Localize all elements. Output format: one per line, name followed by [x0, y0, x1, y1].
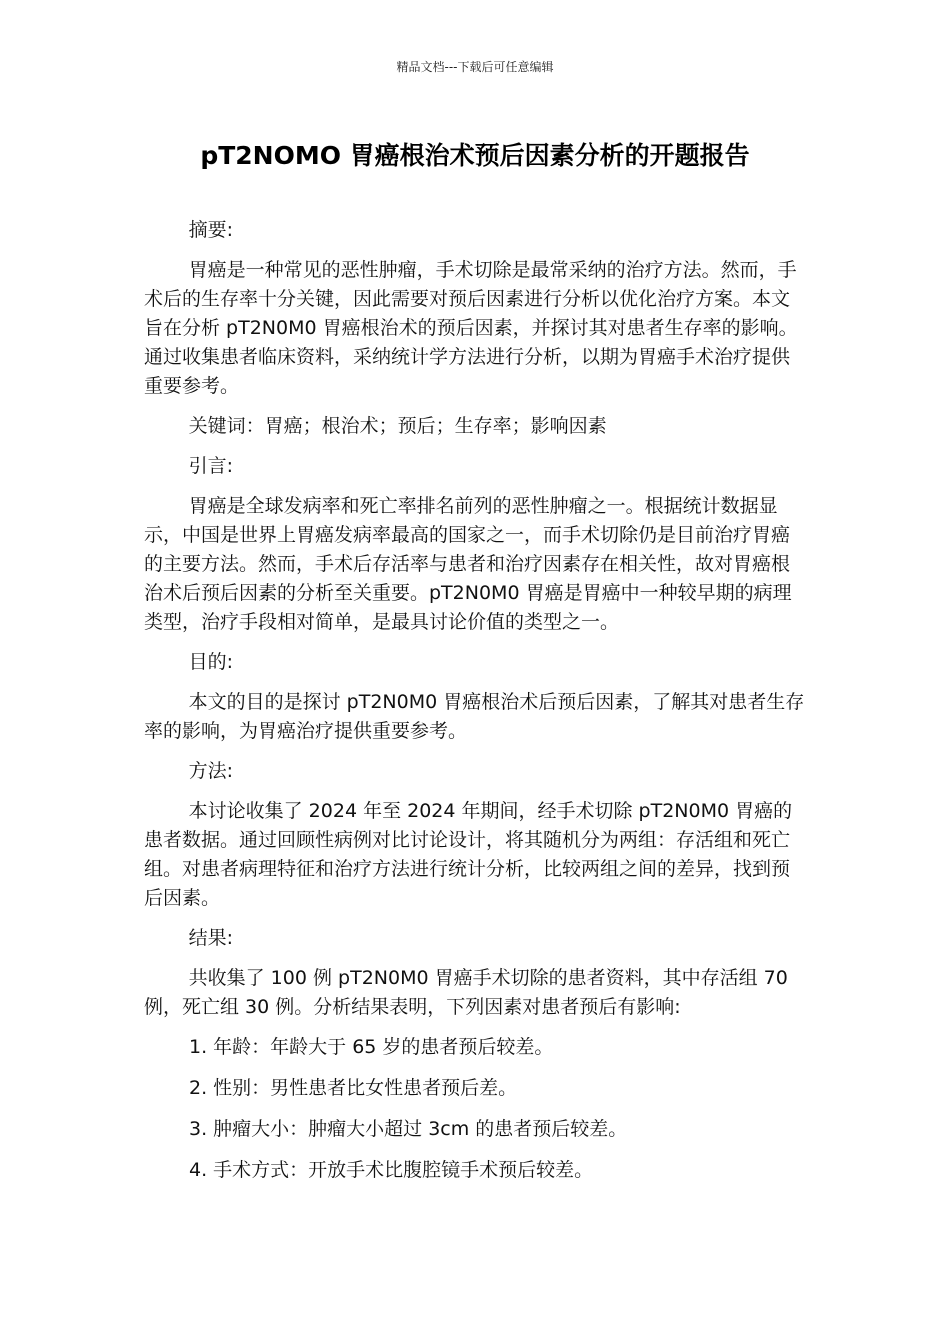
- method-paragraph: 本讨论收集了 2024 年至 2024 年期间，经手术切除 pT2N0M0 胃癌的患者数据。通过回顾性病例对比讨论设计，将其随机分为两组：存活组和死亡组。对患者病理特征和治疗方法进行统计分析，比较两组之间的差异，找到预后因素。: [144, 800, 793, 909]
- header-note: 精品文档---下载后可任意编辑: [396, 60, 554, 74]
- list-item: 1. 年龄：年龄大于 65 岁的患者预后较差。: [189, 1036, 554, 1058]
- list-item: 4. 手术方式：开放手术比腹腔镜手术预后较差。: [189, 1159, 594, 1181]
- introduction-paragraph: 胃癌是全球发病率和死亡率排名前列的恶性肿瘤之一。根据统计数据显示，中国是世界上胃癌发病率最高的国家之一，而手术切除仍是目前治疗胃癌的主要方法。然而，手术后存活率与患者和治疗因素存在相关性，故对胃癌根治术后预后因素的分析至关重要。pT2N0M0 胃癌是胃癌中一种较早期的病理类型，治疗手段相对简单，是最具讨论价值的类型之一。: [144, 495, 792, 633]
- purpose-paragraph: 本文的目的是探讨 pT2N0M0 胃癌根治术后预后因素，了解其对患者生存率的影响，为胃癌治疗提供重要参考。: [144, 691, 805, 742]
- abstract-paragraph: 胃癌是一种常见的恶性肿瘤，手术切除是最常采纳的治疗方法。然而，手术后的生存率十分关键，因此需要对预后因素进行分析以优化治疗方案。本文旨在分析 pT2N0M0 胃癌根治术的预后因素，并探讨其对患者生存率的影响。通过收集患者临床资料，采纳统计学方法进行分析，以期为胃癌手术治疗提供重要参考。: [144, 259, 798, 397]
- abstract-heading: 摘要:: [188, 219, 234, 241]
- list-item: 2. 性别：男性患者比女性患者预后差。: [189, 1077, 518, 1099]
- result-factor-list: [144, 1033, 806, 1185]
- list-item: 3. 肿瘤大小：肿瘤大小超过 3cm 的患者预后较差。: [189, 1118, 628, 1140]
- result-paragraph: 共收集了 100 例 pT2N0M0 胃癌手术切除的患者资料，其中存活组 70 例，死亡组 30 例。分析结果表明，下列因素对患者预后有影响:: [144, 967, 788, 1018]
- keywords-line: 关键词：胃癌；根治术；预后；生存率；影响因素: [188, 415, 607, 437]
- method-heading: 方法:: [188, 760, 234, 782]
- document-body: [144, 216, 806, 1197]
- result-heading: 结果:: [188, 927, 234, 949]
- purpose-heading: 目的:: [188, 651, 234, 673]
- document-title: pT2NOMO 胃癌根治术预后因素分析的开题报告: [200, 141, 750, 170]
- introduction-heading: 引言:: [188, 455, 234, 477]
